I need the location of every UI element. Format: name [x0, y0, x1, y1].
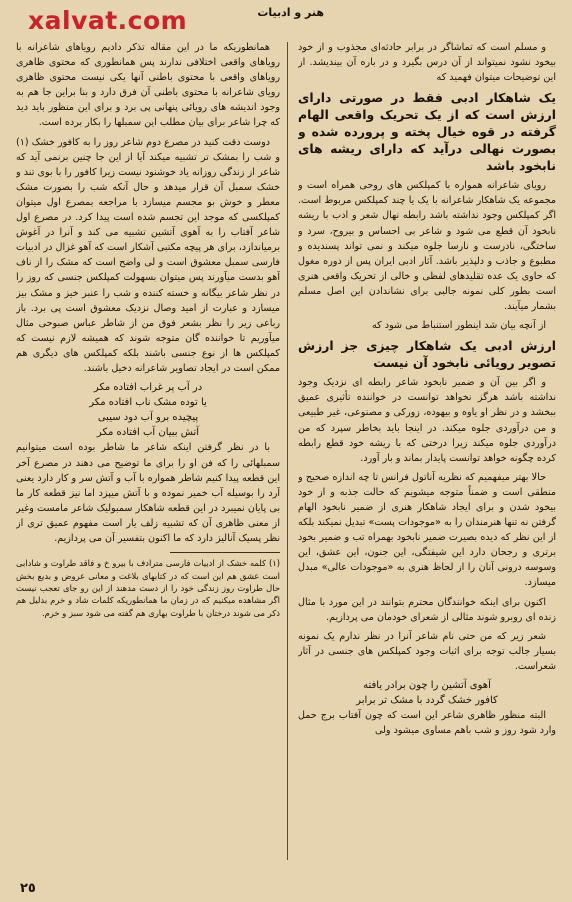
paragraph: البته منظور ظاهری شاعر این است که چون آفتاب برج حمل وارد شود روز و شب باهم مساوی میشود ولی — [298, 710, 556, 737]
verse-line: کافور خشک گردد با مشک تر برابر — [356, 695, 498, 707]
verse-line: آهوی آتشین را چون برادر یافته — [363, 680, 491, 691]
page-number: ٢٥ — [20, 881, 36, 896]
left-column-body — [16, 40, 280, 546]
paragraph: رویای شاعرانه همواره با کمپلکس های روحی همراه است و مجموعه یک شاهکار شاعرانه با یک یا چند کمپلکس مربوط است. اگر کمپلکس وجود نداشته باشد رابطه نهال شعر و ادب با ریشه نابخود آن قطع می شود و شاعر بی احساس و بیروح، سرد و ساختگی، نادرست و نارسا جلوه میکند و نمی تواند پسندیده و مطبوع و جاذب و دلپذیر باشد. آثار ادبی ایران پس از دوره مغول که حاوی یک عده تقلیدهای لفظی و خالی از تحریک واقعی هنری است بطور کلی نمونه جالبی برای نشاندادن این اصل مسلم بشمار میآیند. — [298, 180, 556, 313]
paragraph: حالا بهتر میفهمیم که نظریه آناتول فرانس تا چه اندازه صحیح و منطقی است و ضمناً متوجه میشویم که حالت جذبه و از خود بیخود شدن و برای ایجاد شاهکار هنری از ضمیر نابخود الهام گرفتن نه تنها هنرمندان را به «موجودات پست» تبدیل نمیکند بلکه از این نظر که دیده بصیرت ضمیر نابخود بهمراه تب و ضمیر بخود برتری و رجحان دارد این شیفتگی، این جنون، این عشق، این وسوسه درونی آنان را از لحاظ هنری به «موجودات عالی» مبدل میسازد. — [298, 471, 556, 589]
running-head: هنر و ادبیات — [257, 6, 324, 19]
footnote: (١) کلمه خشک از ادبیات فارسی مترادف با بیرو خ و فاقد طراوت و شادابی است عشق هم این است که در کتابهای بلاغت و معانی عروض و بدیع بخش حال طراوت روز زندگی خود را از دست مدهند از این رو جای تعجب نیست اگر مشاهده میکنیم که در زمان ما همانطوریکه کلمات شاد و خرم بدلیل هم ذکر می شوند درختان با طراوت بهاری هم گفته می شود سبز و خرم. — [16, 558, 280, 618]
verse-line: آتش ببیان آب افتاده مکر — [96, 427, 200, 439]
verse-line: در آب پر غراب افتاده مکر — [93, 382, 203, 394]
paragraph: دوست دقت کنید در مصرع دوم شاعر روز را به کافور خشک (١) و شب را بمشک تر تشبیه میکند آیا از این جا چنین برنمی آید که شاعر از زندگی روزانه یاد خوشنود نیست زیرا کافور را با بوی تند و خشک سمبل آن قرار میدهد و حال آنکه شب را بصورت مشک معطر و خوش بو مجسم میسازد با مراجعه بمصرع اول میتوان کمپلکسی که موجد این تجسم شده است پیدا کرد. در مصرع اول شاعر آفتاب را به آهوی آتشین تشبیه می کند و آنرا در آغوش برمیاندازد، برای هر پیچه مکتبی آشکار است که آهو غزال در ادبیات فارسی سمبل معشوق است و لی واضح است که مشک را از ناف آهو بدست میآورند پس میتوان بسهولت کمپلکس جنسی که روز را در نظر شاعر بیگانه و خسته کننده و شب را عنبر خیز و مشک بیز میسازد و عبارت از امید وصال نزدیک معشوق است پی برد. باز رباعی زیر را نظر بشعر فوق من از شاطر عباس صبوحی مثال میآوریم تا خواننده گان متوجه شوند که همیشه لازم نیست که کمپلکس ها از نوع جنسی باشند بلکه کمپلکس های دیگری هم ممکن است در ایجاد تصاویر شاعرانه دخیل باشند. — [16, 136, 280, 374]
paragraph: از آنچه بیان شد اینطور استنباط می شود که — [372, 320, 546, 332]
paragraph: و اگر بین آن و ضمیر نابخود شاعر رابطه ای نزدیک وجود نداشته باشد هرگز نخواهد توانست در خواننده تأثیری عمیق ببخشد و در نظر او یاوه و بیهوده، زورکی و مصنوعی، غیر طبیعی و من درآوردی جلوه میکند. در اینجا باید بخاطر سپرد که من درآوردی جلوه میکند زیرا درختی که با ریشه خود قطع رابطه کرده چگونه خواهد توانست پایدار بماند و بار آورد. — [298, 377, 556, 464]
paragraph: با در نظر گرفتن اینکه شاعر ما شاطر بوده است میتوانیم سمبلهائی را که فن او را برای ما توضیح می دهند در مصرع آخر این قطعه پیدا کنیم شاطر همواره با آب و آتش سر و کار دارد یعنی آرد را بوسیله آب خمیر نموده و با آتش میپزد اما نیز قطعه کار ما بی پایان نمیبرد در این قطعه شاهکار سمبولیک شاعر مامست وغیر از معنی ظاهری آن که تشبیه زلف یار است مفهوم عمیق تری از نظر پسیک آنالیز دارد که ما اکنون بتفسیر آن می پردازیم. — [16, 442, 280, 544]
emphasized-paragraph: ارزش ادبی یک شاهکار چیزی جز ارزش تصویر رویائی نابخود آن نیست — [298, 338, 556, 371]
left-column — [16, 40, 280, 868]
paragraph: اکنون برای اینکه خوانندگان محترم بتوانند در این مورد با مثال زنده ای روبرو شوند مثالی از شعرای خودمان می پردازیم. — [298, 596, 556, 623]
right-column — [298, 40, 556, 868]
footnote-rule — [170, 552, 280, 553]
paragraph: و مسلم است که تماشاگر در برابر حادثه‌ای مجذوب و از خود بیخود نشود نمیتواند از آن درس بگیرد و در باره آن بیندیشد. از این توضیحات میتوان فهمید که — [298, 42, 556, 84]
verse-line: پیچیده برو آب دود سیبی — [97, 412, 199, 424]
emphasized-paragraph: یک شاهکار ادبی فقط در صورتی دارای ارزش است که از یک تحریک واقعی الهام گرفته در قوه خیال پخته و پرورده شده و بصورت نهالی درآید که دارای ریشه های نابخود باشد — [298, 90, 556, 174]
watermark: xalvat.com — [28, 6, 188, 35]
verse-line: یا توده مشک ناب افتاده مکر — [89, 397, 207, 409]
paragraph: همانطوریکه ما در این مقاله تذکر دادیم رویاهای شاعرانه با رویاهای واقعی اختلافی ندارند پس همانطوری که محتوی ظاهری رویاهای واقعی با محتوی باطنی آنها یکی نیست محتوی ظاهری رویای شاعرانه با محتوی باطنی آن فرق دارد و بنا براین جا هم به وجود اندیشه های رویائی پنهانی پی برد و برای این منظور باید دید که چرا شاعر برای بیان مطلب این سمبلها را بکار برده است. — [16, 42, 280, 129]
column-divider — [287, 42, 288, 860]
paragraph: شعر زیر که من حتی نام شاعر آنرا در نظر ندارم یک نمونه بسیار جالب توجه برای اثبات وجود کمپلکس های جنسی در آثار شعراست. — [298, 630, 556, 672]
